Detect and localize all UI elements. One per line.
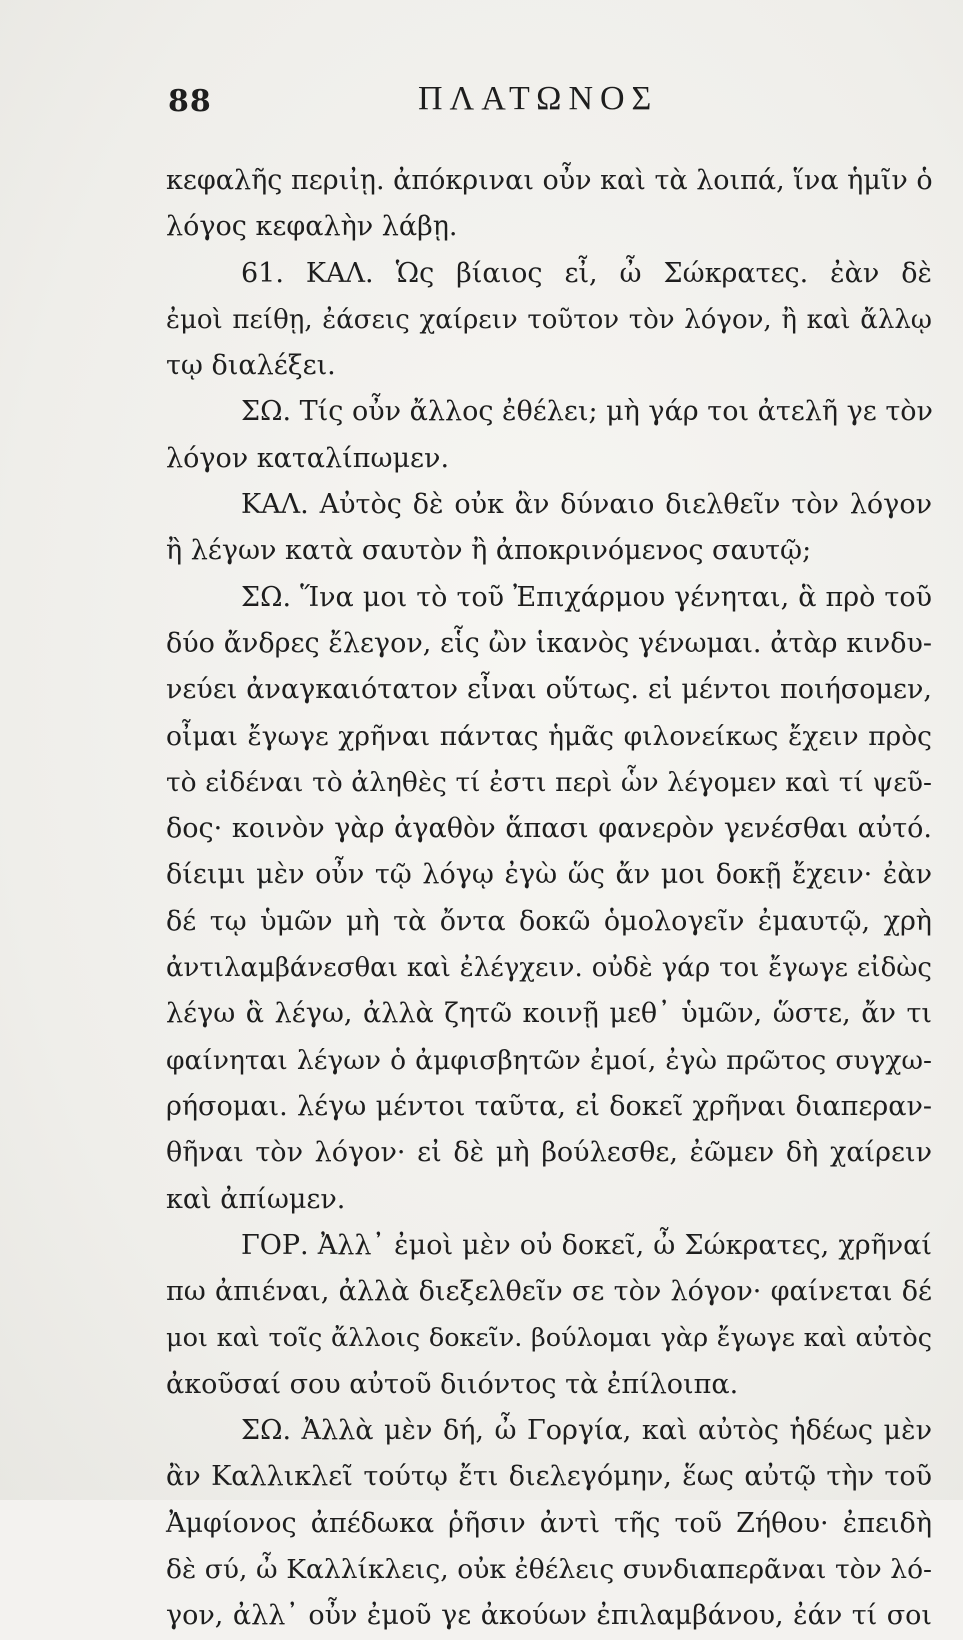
text-line: μοι καὶ τοῖς ἄλλοις δοκεῖν. βούλομαι γὰρ ἔγωγε καὶ αὐτὸς: [166, 1323, 932, 1354]
text-line: ἂν Καλλικλεῖ τούτῳ ἔτι διελεγόμην, ἕως αὐτῷ τὴν τοῦ: [166, 1461, 932, 1493]
text-line: δύο ἄνδρες ἔλεγον, εἷς ὢν ἱκανὸς γένωμαι. ἀτὰρ κινδυ-: [166, 627, 932, 659]
text-line: ἀκοῦσαί σου αὐτοῦ διιόντος τὰ ἐπίλοιπα.: [166, 1368, 739, 1400]
text-line: δὲ σύ, ὦ Καλλίκλεις, οὐκ ἐθέλεις συνδιαπερᾶναι τὸν λό-: [166, 1553, 932, 1585]
text-line: κεφαλῆς περιἰῃ. ἀπόκριναι οὖν καὶ τὰ λοιπά, ἵνα ἡμῖν ὁ: [166, 165, 933, 196]
text-line: τῳ διαλέξει.: [166, 350, 336, 382]
text-line: οἶμαι ἔγωγε χρῆναι πάντας ἡμᾶς φιλονείκως ἔχειν πρὸς: [166, 720, 932, 752]
text-line: τὸ εἰδέναι τὸ ἀληθὲς τί ἐστι περὶ ὧν λέγομεν καὶ τί ψεῦ-: [166, 766, 932, 798]
text-line: ΚΑΛ. Αὐτὸς δὲ οὐκ ἂν δύναιο διελθεῖν τὸν λόγον: [241, 489, 932, 521]
text-line: πω ἀπιέναι, ἀλλὰ διεξελθεῖν σε τὸν λόγον· φαίνεται δέ: [166, 1276, 932, 1308]
text-line: γον, ἀλλ᾽ οὖν ἐμοῦ γε ἀκούων ἐπιλαμβάνου, ἐάν τί σοι: [166, 1600, 932, 1632]
text-line: καὶ ἀπίωμεν.: [166, 1183, 346, 1215]
text-line: ΣΩ. Τίς οὖν ἄλλος ἐθέλει; μὴ γάρ τοι ἀτελῆ γε τὸν: [241, 396, 933, 428]
text-line: Ἀμφίονος ἀπέδωκα ῥῆσιν ἀντὶ τῆς τοῦ Ζήθου· ἐπειδὴ: [166, 1507, 932, 1539]
text-line: ἢ λέγων κατὰ σαυτὸν ἢ ἀποκρινόμενος σαυτῷ;: [166, 535, 812, 567]
text-line: ΓΟΡ. Ἀλλ᾽ ἐμοὶ μὲν οὐ δοκεῖ, ὦ Σώκρατες, χρῆναί: [241, 1229, 932, 1261]
text-line: φαίνηται λέγων ὁ ἀμφισβητῶν ἐμοί, ἐγὼ πρῶτος συγχω-: [166, 1044, 932, 1076]
text-line: ἐμοὶ πείθῃ, ἐάσεις χαίρειν τοῦτον τὸν λόγον, ἢ καὶ ἄλλῳ: [166, 304, 932, 335]
body-text: [166, 158, 932, 1640]
running-title: ΠΛΑΤΩΝΟΣ: [418, 80, 659, 117]
text-line: ΣΩ. Ἀλλὰ μὲν δή, ὦ Γοργία, καὶ αὐτὸς ἡδέως μὲν: [241, 1415, 932, 1447]
text-line: λέγω ἃ λέγω, ἀλλὰ ζητῶ κοινῇ μεθ᾽ ὑμῶν, ὥστε, ἄν τι: [166, 998, 932, 1030]
text-line: θῆναι τὸν λόγον· εἰ δὲ μὴ βούλεσθε, ἐῶμεν δὴ χαίρειν: [166, 1137, 932, 1169]
text-line: νεύει ἀναγκαιότατον εἶναι οὕτως. εἰ μέντοι ποιήσομεν,: [166, 674, 932, 706]
text-line: δίειμι μὲν οὖν τῷ λόγῳ ἐγὼ ὥς ἄν μοι δοκῇ ἔχειν· ἐὰν: [166, 859, 932, 891]
text-line: ρήσομαι. λέγω μέντοι ταῦτα, εἰ δοκεῖ χρῆναι διαπεραν-: [166, 1090, 932, 1122]
text-line: ΣΩ. Ἵνα μοι τὸ τοῦ Ἐπιχάρμου γένηται, ἃ πρὸ τοῦ: [241, 581, 932, 613]
text-line: λόγον καταλίπωμεν.: [166, 442, 450, 474]
text-line: λόγος κεφαλὴν λάβῃ.: [166, 211, 458, 243]
text-line: 61. ΚΑΛ. Ὡς βίαιος εἶ, ὦ Σώκρατες. ἐὰν δὲ: [241, 257, 932, 289]
page-number: 88: [168, 84, 212, 119]
text-line: δος· κοινὸν γὰρ ἀγαθὸν ἅπασι φανερὸν γενέσθαι αὐτό.: [166, 813, 932, 845]
text-line: δέ τῳ ὑμῶν μὴ τὰ ὄντα δοκῶ ὁμολογεῖν ἐμαυτῷ, χρὴ: [166, 905, 932, 937]
page-header: [168, 78, 928, 128]
text-line: ἀντιλαμβάνεσθαι καὶ ἐλέγχειν. οὐδὲ γάρ τοι ἔγωγε εἰδὼς: [166, 953, 932, 984]
